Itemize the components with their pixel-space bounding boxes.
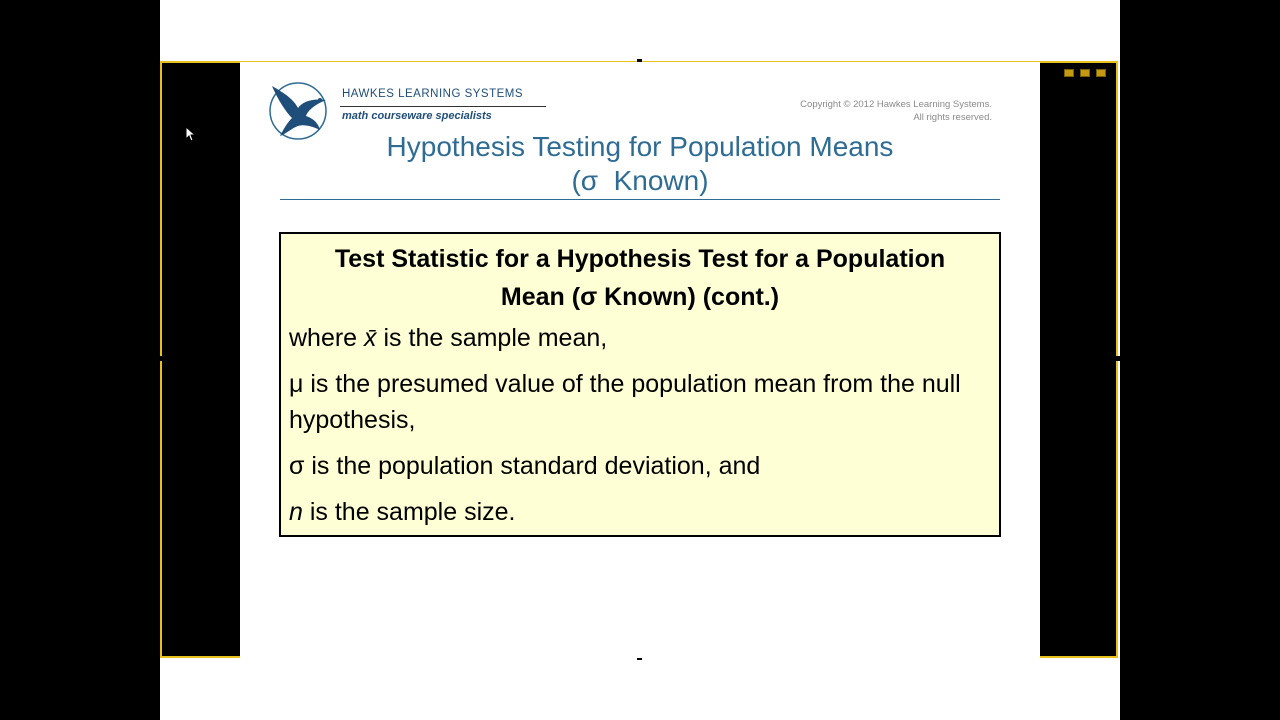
box-heading-line: Mean (σ Known) (cont.)	[500, 283, 780, 311]
copyright-line: All rights reserved.	[913, 112, 992, 123]
box-heading-line: Test Statistic for a Hypothesis Test for a Population	[334, 245, 946, 273]
slide-title-line: Hypothesis Testing for Population Means	[386, 131, 894, 162]
definition-n	[289, 494, 991, 530]
definition-mu: μ is the presumed value of the population mean from the null hypothesis,	[289, 370, 961, 434]
variable-n: n	[289, 498, 303, 526]
definition-box	[279, 232, 1001, 537]
brand-name: HAWKES LEARNING SYSTEMS	[342, 88, 524, 100]
text-fragment: is the sample mean,	[376, 324, 608, 352]
copyright-notice	[800, 98, 992, 124]
variable-x-bar: x̄	[364, 324, 377, 352]
definition-sigma: σ is the population standard deviation, and	[289, 452, 761, 480]
text-fragment: is the sample size.	[302, 498, 516, 526]
resize-handle[interactable]	[158, 356, 163, 361]
close-icon[interactable]	[1096, 69, 1106, 77]
minimize-icon[interactable]	[1064, 69, 1074, 77]
window-controls[interactable]	[1064, 64, 1116, 76]
text-fragment: where	[289, 324, 365, 352]
brand-divider	[340, 106, 546, 107]
slide	[240, 62, 1040, 658]
copyright-line: Copyright © 2012 Hawkes Learning Systems.	[800, 99, 992, 110]
definition-sample-mean	[289, 320, 991, 356]
slide-title-line: (σ Known)	[571, 165, 709, 196]
resize-handle[interactable]	[1116, 356, 1121, 361]
box-heading	[289, 240, 991, 316]
slide-title	[240, 130, 1040, 198]
brand-tagline: math courseware specialists	[342, 110, 492, 122]
mouse-cursor-icon	[185, 126, 197, 144]
pause-icon[interactable]	[1080, 69, 1090, 77]
title-divider	[280, 199, 1000, 200]
